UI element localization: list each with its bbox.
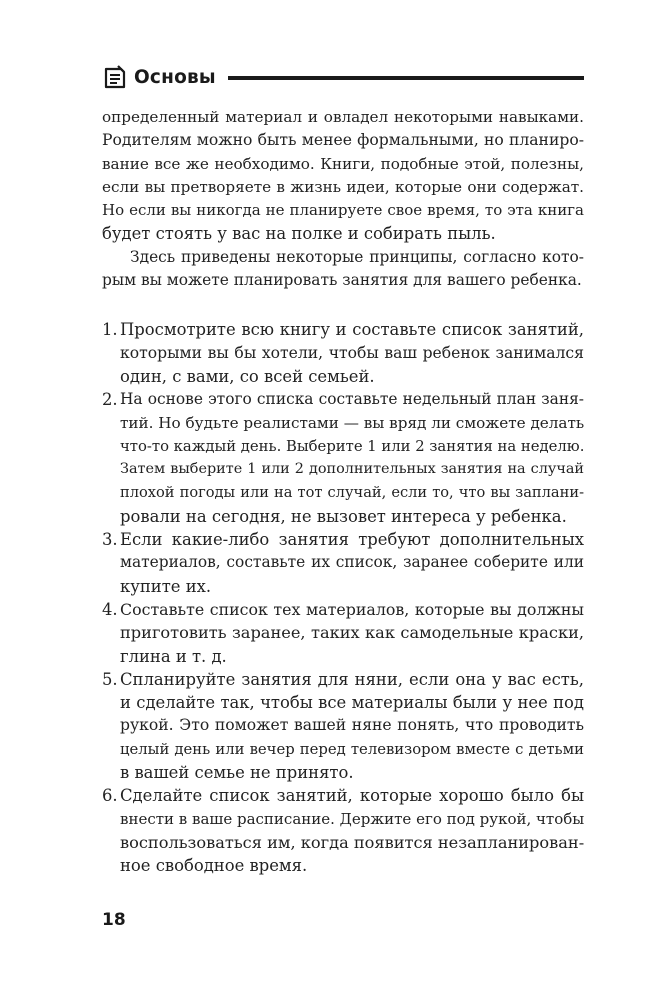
text-line: Составьте список тех материалов, которые вы должны <box>120 599 584 619</box>
text-line: которыми вы бы хотели, чтобы ваш ребенок занимался <box>120 343 584 362</box>
text-line: тий. Но будьте реалистами — вы вряд ли сможете делать <box>120 413 585 432</box>
text-line: купите их. <box>120 576 212 596</box>
text-line: глина и т. д. <box>120 646 227 666</box>
list-number: 4. <box>102 599 118 619</box>
text-line: приготовить заранее, таких как самодельные краски, <box>120 623 584 643</box>
list-item <box>102 388 584 528</box>
header-rule <box>228 76 584 80</box>
text-line: ное свободное время. <box>120 856 308 876</box>
text-line: и сделайте так, чтобы все материалы были у нее под <box>120 693 584 713</box>
text-line: вание все же необходимо. Книги, подобные этой, полезны, <box>102 154 584 173</box>
page-number: 18 <box>102 910 126 930</box>
list-number: 2. <box>102 390 118 410</box>
text-line: внести в ваше расписание. Держите его под рукой, чтобы <box>120 809 585 828</box>
list-item <box>102 318 584 388</box>
list-item <box>102 528 584 598</box>
chapter-header <box>102 62 584 92</box>
chapter-title: Основы <box>134 66 216 88</box>
page-body <box>102 106 584 878</box>
text-line: Просмотрите всю книгу и составьте список занятий, <box>120 320 584 340</box>
text-line: На основе этого списка составьте недельный план заня- <box>120 390 584 409</box>
list-number: 5. <box>102 669 118 689</box>
text-line: будет стоять у вас на полке и собирать пыль. <box>102 224 496 244</box>
text-line: Спланируйте занятия для няни, если она у вас есть, <box>120 669 584 689</box>
text-line: Затем выберите 1 или 2 дополнительных занятия на случай <box>120 461 584 478</box>
text-line: воспользоваться им, когда появится незапланирован- <box>120 832 585 852</box>
text-line: что-то каждый день. Выберите 1 или 2 занятия на неделю. <box>120 437 585 455</box>
list-item <box>102 784 584 877</box>
paragraph <box>102 246 584 293</box>
text-line: один, с вами, со всей семьей. <box>120 366 375 386</box>
text-line: если вы претворяете в жизнь идеи, которые они содержат. <box>102 177 584 196</box>
paragraph <box>102 106 584 246</box>
text-line: материалов, составьте их список, заранее соберите или <box>120 553 584 572</box>
list-item <box>102 668 584 784</box>
text-line: Сделайте список занятий, которые хорошо было бы <box>120 786 584 806</box>
text-line: плохой погоды или на тот случай, если то, что вы заплани- <box>120 484 584 502</box>
text-line: Если какие-либо занятия требуют дополнительных <box>120 530 584 550</box>
text-line: Но если вы никогда не планируете свое время, то эта книга <box>102 201 584 220</box>
text-line: в вашей семье не принято. <box>120 763 354 783</box>
text-line: Родителям можно быть менее формальными, но планиро- <box>102 131 584 150</box>
text-line: рым вы можете планировать занятия для вашего ребенка. <box>102 271 582 290</box>
list-number: 6. <box>102 786 118 806</box>
planning-steps-list <box>102 318 584 877</box>
text-line: определенный материал и овладел некоторыми навыками. <box>102 108 584 126</box>
notepad-icon <box>102 64 128 90</box>
text-line: Здесь приведены некоторые принципы, согласно кото- <box>130 247 584 266</box>
text-line: рукой. Это поможет вашей няне понять, что проводить <box>120 716 584 735</box>
text-line: целый день или вечер перед телевизором вместе с детьми <box>120 740 584 758</box>
text-line: ровали на сегодня, не вызовет интереса у ребенка. <box>120 506 567 526</box>
list-number: 3. <box>102 530 118 550</box>
list-item <box>102 598 584 668</box>
list-number: 1. <box>102 320 118 340</box>
